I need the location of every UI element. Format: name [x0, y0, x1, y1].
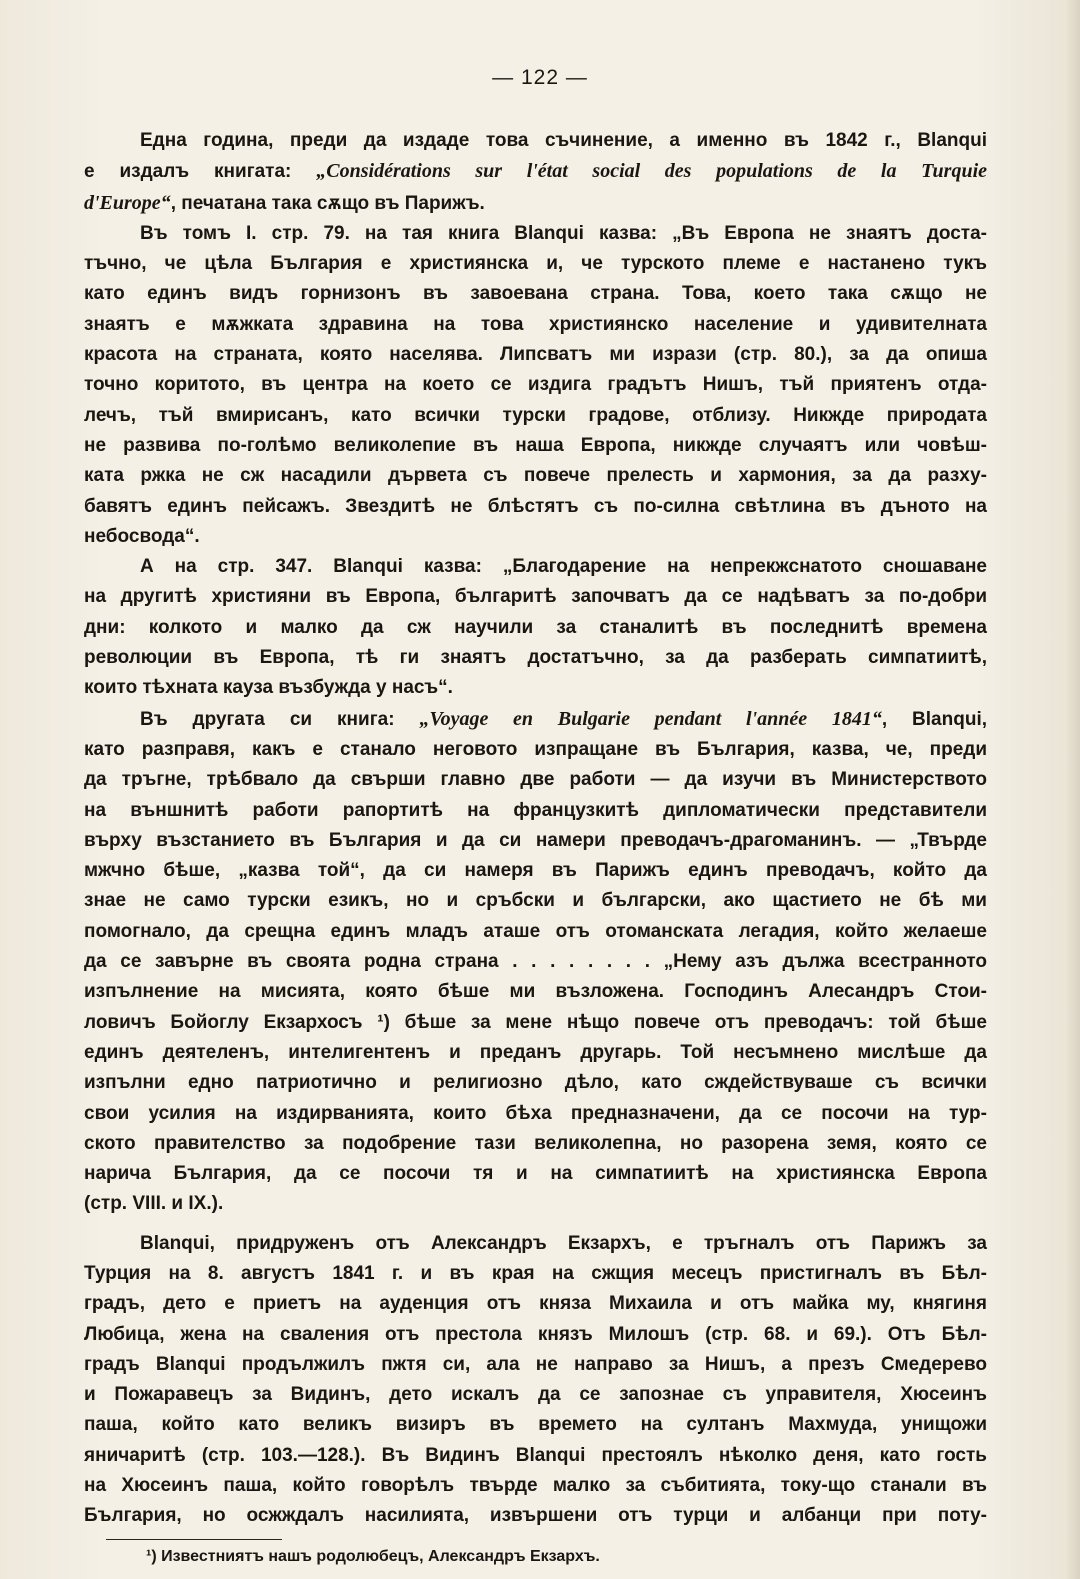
page-number: — 122 —: [492, 66, 588, 89]
text-line: Blanqui, придруженъ отъ Александръ Екзархъ, е тръгналъ отъ Парижъ за: [140, 1232, 987, 1254]
text-line: Турция на 8. августъ 1841 г. и въ края на сжщия месецъ пристигналъ въ Бѣл-: [84, 1262, 987, 1284]
text-line: Въ другата си книга: „Voyage en Bulgarie pendant l'année 1841“, Blanqui,: [140, 707, 987, 730]
text-line: върху възстанието въ България и да си намери преводачъ-драгоманинъ. — „Твърде: [84, 829, 987, 851]
text-line: ката ржка не сж насадили дървета съ повече прелесть и хармония, за да разху-: [84, 465, 987, 487]
text-line: дни: колкото и малко да сж научили за станалитѣ въ последнитѣ времена: [84, 616, 987, 638]
text-line: Любица, жена на сваления отъ престола князъ Милошъ (стр. 68. и 69.). Отъ Бѣл-: [84, 1323, 987, 1345]
text-line: да се завърне въ своята родна страна . . . . . . . . „Нему азъ дължа всестранното: [84, 951, 987, 973]
text-line: революции въ Европа, тѣ ги знаятъ достатъчно, за да разберать симпатиитѣ,: [84, 647, 987, 669]
text-line: Въ томъ I. стр. 79. на тая книга Blanqui казва: „Въ Европа не знаятъ доста-: [140, 222, 987, 244]
text-line: ловичъ Бойоглу Екзархосъ ¹) бѣше за мене нѣщо повече отъ преводачъ: той бѣше: [84, 1011, 987, 1033]
text-line: яничаритѣ (стр. 103.—128.). Въ Видинъ Blanqui престоялъ нѣколко деня, като гость: [84, 1444, 987, 1466]
footnote-rule: [106, 1539, 282, 1540]
text-line: ското правителство за подобрение тази великолепна, но разорена земя, която се: [84, 1132, 987, 1154]
text-line: точно коритото, въ центра на което се издига градътъ Нишъ, тъй приятенъ отда-: [84, 374, 987, 396]
book-title: „Considérations sur l'état social des populations de la Turquie: [316, 160, 988, 183]
text-line: градъ Blanqui продължилъ пжтя си, ала не направо за Нишъ, а презъ Смедерево: [84, 1353, 987, 1375]
text-line: мжчно бѣше, „казва той“, да си намеря въ Парижъ единъ преводачъ, който да: [84, 860, 987, 882]
book-title: d'Europe“: [84, 191, 171, 214]
text-line: знае не само турски езикъ, но и сръбски и български, ако щастието не бѣ ми: [84, 890, 987, 912]
text-line: на външнитѣ работи рапортитѣ на французкитѣ дипломатически представители: [84, 799, 987, 821]
text-line: помогнало, да срещна единъ младъ аташе отъ отоманската легадия, който желаеше: [84, 920, 987, 942]
text-line: знаятъ е мѫжката здравина на това християнско население и удивителната: [84, 313, 987, 335]
text-line: изпълнение на мисията, която бѣше ми възложена. Господинъ Алесандръ Стои-: [84, 981, 987, 1003]
text-line: като единъ видъ горнизонъ въ завоевана страна. Това, което така сѫщо не: [84, 283, 987, 305]
body-text: [84, 126, 987, 1532]
text-line: да тръгне, трѣбвало да свърши главно две работи — да изучи въ Министерството: [84, 769, 987, 791]
footnote: ¹) Известниятъ нашъ родолюбецъ, Александръ Екзархъ.: [146, 1548, 600, 1565]
text-line: на Хюсеинъ паша, който говорѣлъ твърде малко за събитията, току-що станали въ: [84, 1475, 987, 1497]
text-line: Една година, преди да издаде това съчинение, а именно въ 1842 г., Blanqui: [140, 130, 987, 151]
text-line: изпълни едно патриотично и религиозно дѣло, като сждействуваше съ всички: [84, 1072, 987, 1094]
text-line: и Пожаравецъ за Видинъ, дето искалъ да се запознае съ управителя, Хюсеинъ: [84, 1384, 987, 1406]
text-line: нарича България, да се посочи тя и на симпатиитѣ на християнска Европа: [84, 1163, 987, 1185]
page-edge: [1064, 0, 1080, 1579]
text-line: d'Europe“, печатана така сѫщо въ Парижъ.: [84, 191, 485, 214]
text-line: красота на страната, която населява. Липсватъ ми изрази (стр. 80.), за да опиша: [84, 344, 987, 366]
text-line: единъ деятеленъ, интелигентенъ и преданъ другарь. Той несъмнено мислѣше да: [84, 1041, 987, 1063]
text-line: (стр. VIII. и IX.).: [84, 1193, 224, 1215]
text-line: не развива по-голѣмо великолепие въ наша Европа, никжде случаятъ или човѣш-: [84, 434, 987, 456]
text-line-italic: е издалъ книгата: „Considérations sur l'état social des populations de la Turquie: [84, 160, 988, 183]
text-line: на другитѣ християни въ Европа, българитѣ започватъ да се надѣватъ за по-добри: [84, 586, 987, 608]
text-line: тъчно, че цѣла България е християнска и, че турското племе е настанено тукъ: [84, 253, 987, 275]
text-line: небосвода“.: [84, 525, 200, 547]
book-title: „Voyage en Bulgarie pendant l'année 1841“: [419, 707, 882, 730]
text-line: свои усилия на издирванията, които бѣха предназначени, да се посочи на тур-: [84, 1102, 987, 1124]
text-line: лечъ, тъй вмирисанъ, като всички турски градове, отблизу. Никжде природата: [84, 404, 987, 426]
text-line: които тѣхната кауза възбужда у насъ“.: [84, 677, 453, 699]
text-line: паша, който като великъ визиръ въ времето на султанъ Махмуда, унищожи: [84, 1414, 987, 1436]
text-line: бавятъ единъ пейсажъ. Звездитѣ не блѣстятъ съ по-силна свѣтлина въ дъното на: [84, 495, 987, 517]
text-line: като разправя, какъ е станало неговото изпращане въ България, казва, че, преди: [84, 738, 987, 760]
text-line: [84, 156, 987, 187]
text-line: градъ, дето е приетъ на ауденция отъ княза Михаила и отъ майка му, княгиня: [84, 1293, 987, 1315]
text-line: България, но осжждалъ насилията, извършени отъ турци и албанци при поту-: [84, 1505, 987, 1527]
text-line: А на стр. 347. Blanqui казва: „Благодарение на непрекжснатото сношаване: [140, 556, 987, 578]
